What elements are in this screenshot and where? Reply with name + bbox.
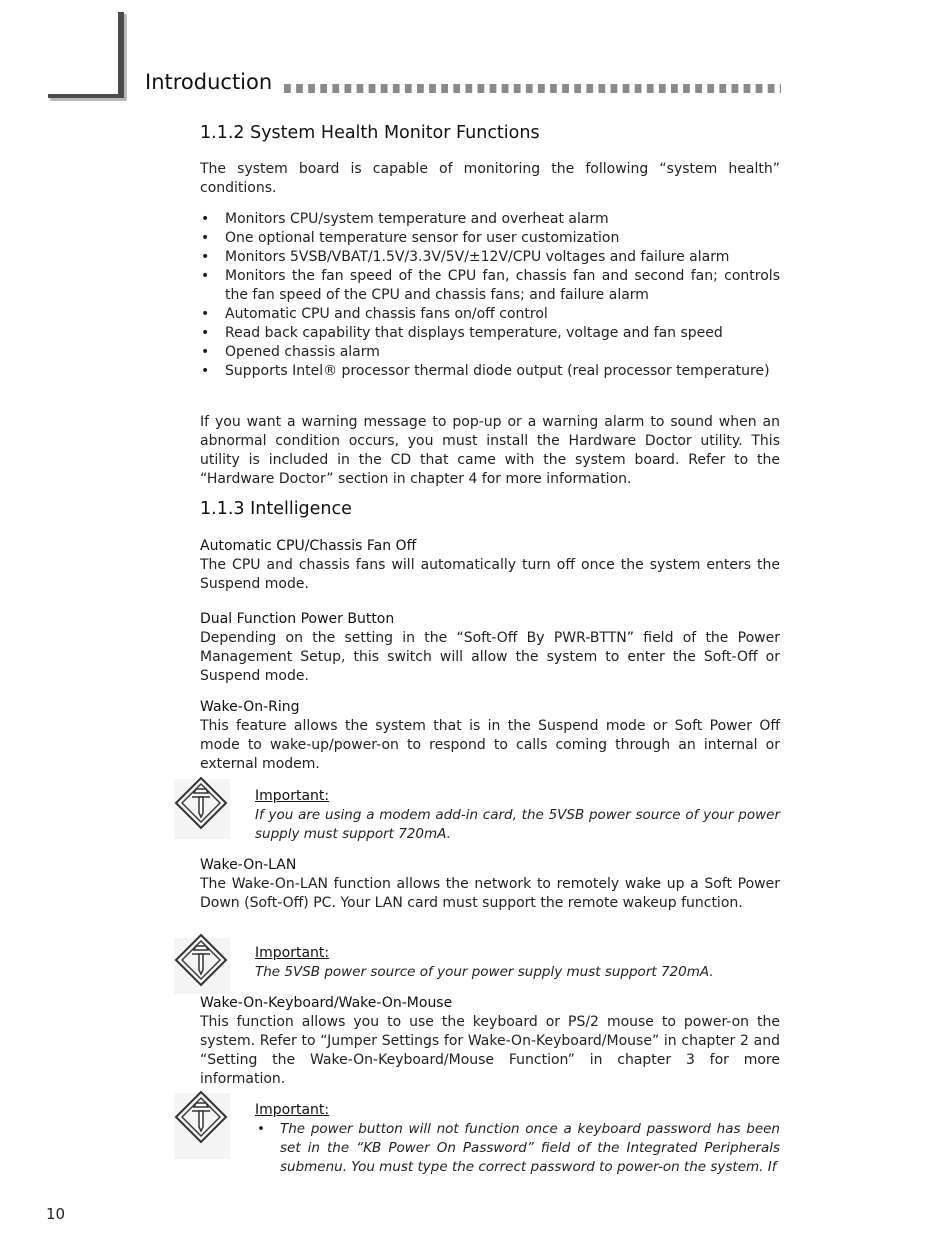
dual-power-title: Dual Function Power Button xyxy=(200,611,395,627)
corner-decoration-vertical xyxy=(118,12,124,98)
important-title: Important: xyxy=(255,788,330,804)
list-item: • Opened chassis alarm xyxy=(201,344,380,360)
corner-decoration-horizontal xyxy=(48,94,124,98)
wake-on-lan-text: The Wake-On-LAN function allows the network to remotely wake up a Soft Power Down (Soft-Off) PC. Your LAN card must support the remote wakeup function. xyxy=(200,876,780,911)
fan-off-text: The CPU and chassis fans will automatically turn off once the system enters the Suspend mode. xyxy=(200,557,780,592)
important-note-2 xyxy=(200,944,780,986)
list-item: • Monitors 5VSB/VBAT/1.5V/3.3V/5V/±12V/CPU voltages and failure alarm xyxy=(201,249,730,265)
chapter-title-dot-leader xyxy=(284,84,781,93)
wake-on-ring-text: This feature allows the system that is in the Suspend mode or Soft Power Off mode to wake-up/power-on to respond to calls coming through an internal or external modem. xyxy=(200,718,780,772)
caution-pen-icon xyxy=(173,932,229,988)
list-item: • Supports Intel® processor thermal diode output (real processor temperature) xyxy=(201,363,770,379)
page-number: 10 xyxy=(46,1205,66,1223)
section-113-heading: 1.1.3 Intelligence xyxy=(200,499,352,519)
wake-on-keyboard-text: This function allows you to use the keyboard or PS/2 mouse to power-on the system. Refer to “Jumper Settings for Wake-On-Keyboard/Mouse” in chapter 2 and “Setting the Wake-On-Keyboard/Mouse Function” in chapter 3 for more information. xyxy=(200,1014,780,1087)
important-bullet-text: The power button will not function once a keyboard password has been set in the “KB Power On Password” field of the Integrated Peripherals submenu. You must type the correct password to power-on the system. If xyxy=(280,1121,780,1175)
chapter-title: Introduction xyxy=(145,70,273,94)
caution-pen-icon xyxy=(173,1089,229,1145)
important-title: Important: xyxy=(255,945,330,961)
wake-on-keyboard-title: Wake-On-Keyboard/Wake-On-Mouse xyxy=(200,995,453,1011)
section-112-outro: If you want a warning message to pop-up or a warning alarm to sound when an abnormal condition occurs, you must install the Hardware Doctor utility. This utility is included in the CD that came with the system board. Refer to the “Hardware Doctor” section in chapter 4 for more information. xyxy=(200,414,780,487)
important-title: Important: xyxy=(255,1102,330,1118)
important-note-3: Important: • The power button will not function once a keyboard password has been set in the “KB Power On Password” field of the Integrated Peripherals submenu. You must type the correct password to power-on the system. If xyxy=(200,1101,780,1181)
list-item: • Automatic CPU and chassis fans on/off control xyxy=(201,306,548,322)
wake-on-ring-title: Wake-On-Ring xyxy=(200,699,300,715)
list-item: • One optional temperature sensor for user customization xyxy=(201,230,620,246)
section-112-heading: 1.1.2 System Health Monitor Functions xyxy=(200,123,540,143)
caution-pen-icon xyxy=(173,775,229,831)
list-item: • Monitors the fan speed of the CPU fan, chassis fan and second fan; controls the fan speed of the CPU and chassis fans; and failure alarm xyxy=(201,268,780,303)
section-112-intro: The system board is capable of monitoring the following “system health” conditions. xyxy=(200,161,780,196)
dual-power-text: Depending on the setting in the “Soft-Off By PWR-BTTN” field of the Power Management Setup, this switch will allow the system to enter the Soft-Off or Suspend mode. xyxy=(200,630,780,684)
important-text: The 5VSB power source of your power supply must support 720mA. xyxy=(255,964,714,980)
important-note-1 xyxy=(200,787,780,845)
list-item: • Monitors CPU/system temperature and overheat alarm xyxy=(201,211,609,227)
fan-off-title: Automatic CPU/Chassis Fan Off xyxy=(200,538,417,554)
health-monitor-list xyxy=(200,210,780,381)
important-text: If you are using a modem add-in card, the 5VSB power source of your power supply must support 720mA. xyxy=(255,807,780,842)
list-item: • Read back capability that displays temperature, voltage and fan speed xyxy=(201,325,723,341)
wake-on-lan-title: Wake-On-LAN xyxy=(200,857,297,873)
